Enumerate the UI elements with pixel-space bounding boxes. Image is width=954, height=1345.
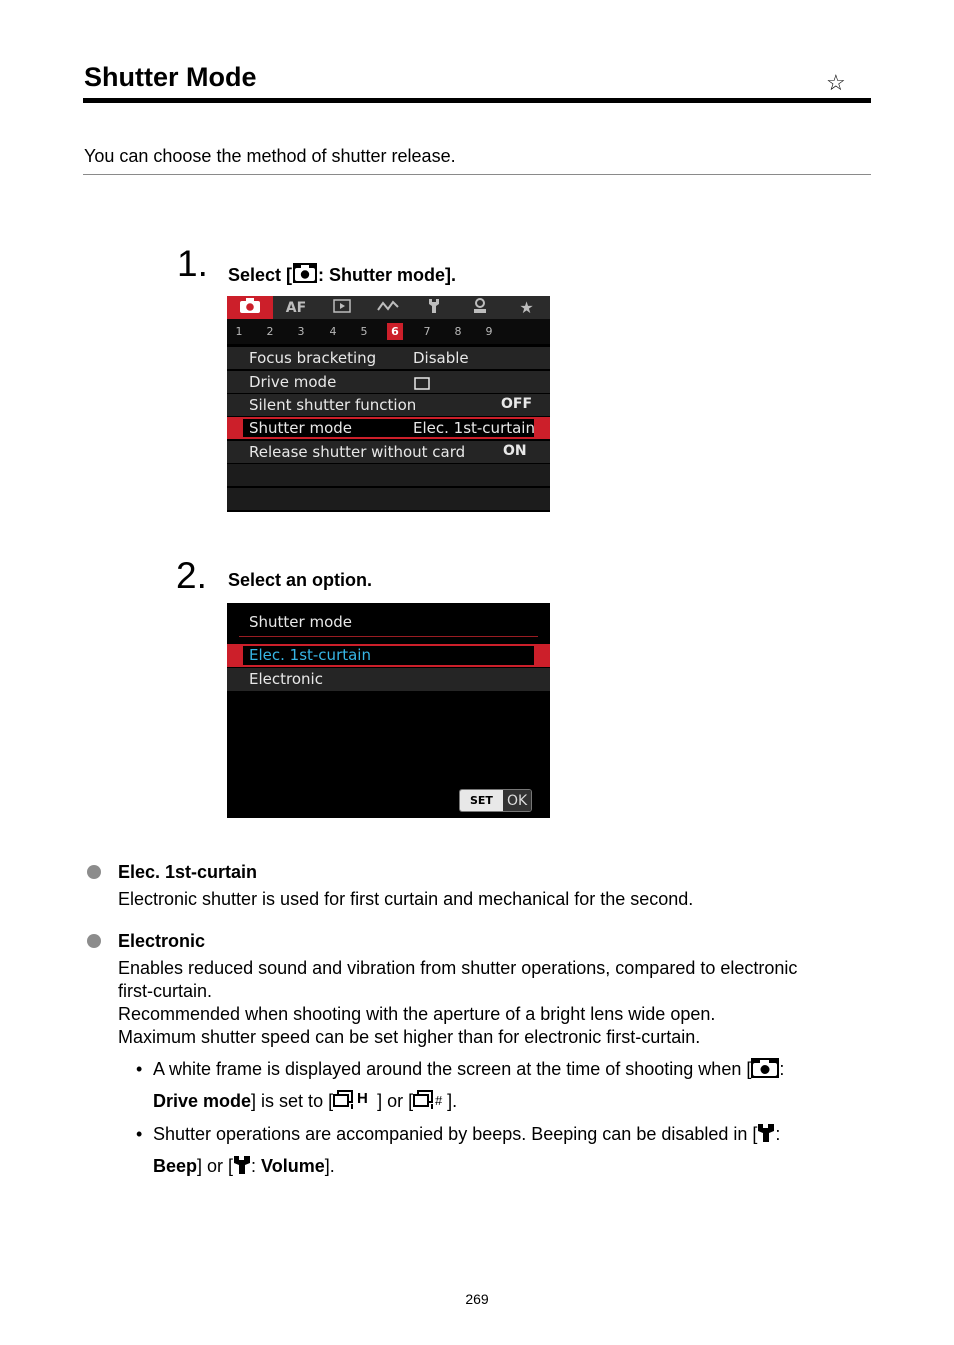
set-ok-button[interactable]	[459, 789, 532, 812]
desc-line: Maximum shutter speed can be set higher than for electronic first-curtain.	[118, 1027, 701, 1047]
note-text: Shutter operations are accompanied by beeps. Beeping can be disabled in [	[153, 1124, 758, 1144]
page-title: Shutter Mode	[84, 62, 257, 92]
continuous-shooting-icon	[413, 1090, 447, 1119]
desc-line: Electronic shutter is used for first curtain and mechanical for the second.	[118, 889, 694, 909]
star-icon: ☆	[826, 70, 846, 95]
menu-row-silent-shutter[interactable]	[227, 394, 550, 416]
note-white-frame	[136, 1055, 853, 1119]
note-beeps	[136, 1120, 853, 1184]
note-text: :	[779, 1059, 785, 1079]
desc-line: first-curtain.	[118, 981, 213, 1001]
step-1-number: 1.	[177, 243, 208, 284]
note-line	[153, 1055, 853, 1087]
bullet-dot	[87, 934, 101, 948]
intro-text: You can choose the method of shutter release.	[84, 146, 456, 166]
set-label: SET	[460, 790, 503, 811]
note-text: :	[251, 1156, 262, 1176]
note-text: ] or [	[197, 1156, 234, 1176]
note-text: ].	[447, 1091, 458, 1111]
menu-row-label: Focus bracketing	[249, 349, 377, 367]
wireless-icon	[377, 300, 399, 316]
step-1-text-before: Select [	[228, 265, 293, 285]
menu-row-empty	[227, 464, 550, 486]
title-underline	[239, 636, 538, 637]
desc-line: Recommended when shooting with the aperture of a bright lens wide open.	[118, 1004, 716, 1024]
ok-label: OK	[503, 790, 531, 811]
step-2-number: 2.	[176, 555, 207, 596]
wrench-icon	[233, 1155, 251, 1184]
note-bold: Beep	[153, 1156, 198, 1176]
svg-text:H: H	[357, 1090, 368, 1107]
note-text: ] is set to [	[251, 1091, 334, 1111]
wrench-icon	[428, 298, 440, 318]
menu-row-focus-bracketing[interactable]	[227, 347, 550, 369]
page-5[interactable]: 5	[360, 325, 368, 338]
page-9[interactable]: 9	[485, 325, 493, 338]
desc-line: Enables reduced sound and vibration from shutter operations, compared to electronic	[118, 958, 798, 978]
menu-screen-shooting	[227, 296, 550, 512]
menu-row-label: Release shutter without card	[249, 443, 466, 461]
note-text: :	[775, 1124, 781, 1144]
tab-shooting[interactable]	[227, 296, 273, 319]
step-1-text	[228, 263, 456, 288]
option-label: Elec. 1st-curtain	[249, 646, 371, 664]
menu-row-shutter-mode[interactable]	[227, 417, 550, 439]
note-line	[153, 1152, 853, 1184]
shutter-mode-screen	[227, 603, 550, 818]
note-bold: Drive mode	[153, 1091, 252, 1111]
camera-icon	[240, 298, 260, 317]
option-electronic[interactable]	[227, 668, 550, 691]
wrench-icon	[757, 1123, 775, 1152]
note-text: ] or [	[377, 1091, 414, 1111]
step-1-text-after: : Shutter mode].	[318, 265, 457, 285]
tab-playback[interactable]	[319, 296, 365, 319]
menu-page-bar	[227, 319, 550, 344]
tab-custom[interactable]	[457, 296, 503, 319]
screen-title: Shutter mode	[249, 613, 353, 631]
menu-row-value: OFF	[501, 396, 533, 412]
page-3[interactable]: 3	[297, 325, 305, 338]
page-number: 269	[465, 1291, 489, 1307]
note-line	[153, 1087, 853, 1119]
single-shot-icon	[414, 376, 430, 394]
option-desc-electronic	[118, 957, 797, 1049]
custom-icon	[472, 298, 488, 318]
page-4[interactable]: 4	[329, 325, 337, 338]
continuous-high-icon	[333, 1090, 377, 1119]
playback-icon	[333, 299, 351, 317]
menu-row-value: Disable	[413, 349, 469, 367]
step-2-text: Select an option.	[228, 570, 373, 590]
bullet-dot	[87, 865, 101, 879]
page-2[interactable]: 2	[266, 325, 274, 338]
note-bullet: •	[136, 1124, 143, 1144]
menu-row-release-without-card[interactable]	[227, 441, 550, 463]
menu-row-label: Drive mode	[249, 373, 337, 391]
note-bold: Volume	[261, 1156, 325, 1176]
menu-row-empty	[227, 488, 550, 510]
note-text: A white frame is displayed around the screen at the time of shooting when [	[153, 1059, 752, 1079]
option-title-electronic: Electronic	[118, 931, 206, 951]
menu-row-value: Elec. 1st-curtain	[413, 419, 535, 437]
menu-row-value: ON	[503, 443, 527, 459]
note-bullet: •	[136, 1059, 143, 1079]
svg-text:#: #	[435, 1093, 443, 1108]
page-7[interactable]: 7	[423, 325, 431, 338]
camera-icon	[293, 263, 317, 288]
option-desc-elec-1st-curtain	[118, 888, 693, 911]
menu-row-label: Shutter mode	[249, 419, 353, 437]
menu-row-label: Silent shutter function	[249, 396, 417, 414]
note-line	[153, 1120, 853, 1152]
intro-rule	[83, 174, 871, 175]
page-6[interactable]: 6	[387, 323, 403, 340]
title-rule	[83, 98, 871, 103]
option-title-elec-1st-curtain: Elec. 1st-curtain	[118, 862, 258, 882]
page-1[interactable]: 1	[235, 325, 243, 338]
camera-icon	[751, 1058, 779, 1087]
option-elec-1st-curtain[interactable]	[227, 644, 550, 667]
menu-tab-bar	[227, 296, 550, 319]
tab-setup[interactable]	[411, 296, 457, 319]
tab-my-menu[interactable]: ★	[519, 298, 534, 317]
tab-wireless[interactable]	[365, 296, 411, 319]
tab-af[interactable]: AF	[285, 299, 307, 316]
page-8[interactable]: 8	[454, 325, 462, 338]
note-text: ].	[324, 1156, 335, 1176]
menu-row-drive-mode[interactable]	[227, 371, 550, 393]
option-label: Electronic	[249, 670, 323, 688]
